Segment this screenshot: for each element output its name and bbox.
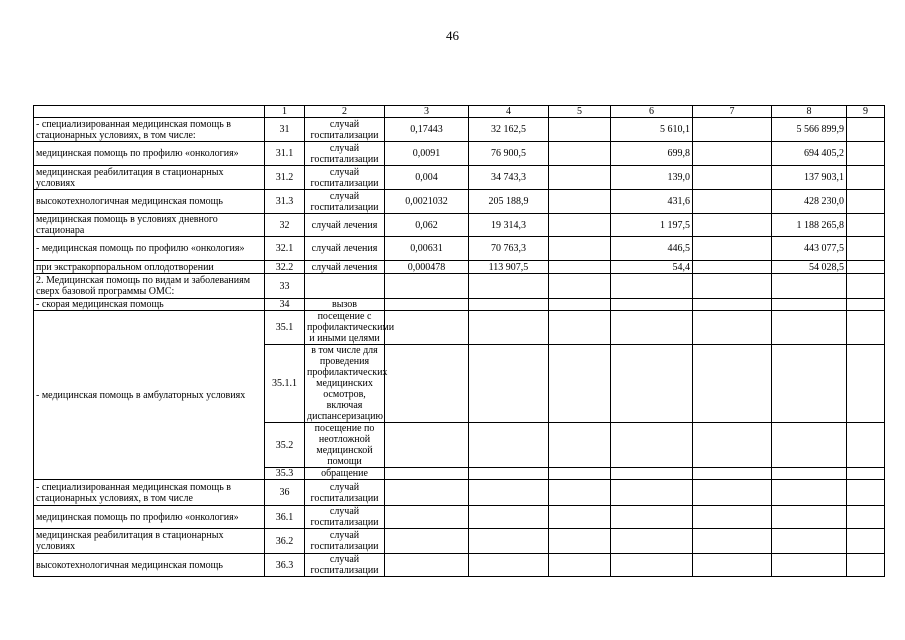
row-name: при экстракорпоральном оплодотворении [34, 261, 265, 274]
cell-c4: 205 188,9 [469, 190, 549, 214]
table-row [34, 299, 885, 311]
row-code: 32.2 [265, 261, 305, 274]
header-cell: 3 [385, 106, 469, 118]
row-unit: в том числе для проведения профилактических медицинских осмотров, включая диспансеризацию [305, 345, 385, 423]
cell-c4 [469, 274, 549, 299]
cell-c4: 113 907,5 [469, 261, 549, 274]
table-row [34, 237, 885, 261]
row-code: 35.1.1 [265, 345, 305, 423]
cell-c7 [693, 190, 772, 214]
cell-c8: 428 230,0 [772, 190, 847, 214]
table-row [34, 261, 885, 274]
row-unit: посещение с профилактическими и иными целями [305, 311, 385, 345]
empty-cell [385, 423, 469, 468]
empty-cell [772, 345, 847, 423]
cell-c9 [847, 299, 885, 311]
column-number-row [34, 106, 885, 118]
cell-c3: 0,004 [385, 166, 469, 190]
empty-cell [693, 423, 772, 468]
empty-cell [469, 468, 549, 480]
cell-c4: 70 763,3 [469, 237, 549, 261]
header-cell: 1 [265, 106, 305, 118]
empty-cell [385, 554, 469, 577]
cell-c8: 5 566 899,9 [772, 118, 847, 142]
table-row [34, 480, 885, 506]
row-unit: случай лечения [305, 261, 385, 274]
cell-c8: 1 188 265,8 [772, 214, 847, 237]
cell-c7 [693, 118, 772, 142]
cell-c6: 139,0 [611, 166, 693, 190]
row-unit: случай госпитализации [305, 506, 385, 529]
row-unit: случай госпитализации [305, 554, 385, 577]
empty-cell [611, 506, 693, 529]
empty-cell [847, 554, 885, 577]
cell-c6 [611, 274, 693, 299]
statistics-table [33, 105, 885, 577]
empty-cell [772, 529, 847, 554]
cell-c6 [611, 299, 693, 311]
empty-cell [847, 468, 885, 480]
row-code: 35.2 [265, 423, 305, 468]
cell-c4: 76 900,5 [469, 142, 549, 166]
cell-c3: 0,0091 [385, 142, 469, 166]
empty-cell [847, 423, 885, 468]
cell-c5 [549, 118, 611, 142]
row-unit: вызов [305, 299, 385, 311]
empty-cell [385, 311, 469, 345]
row-unit: случай госпитализации [305, 118, 385, 142]
empty-cell [549, 480, 611, 506]
cell-c9 [847, 214, 885, 237]
empty-cell [549, 345, 611, 423]
table-row [34, 118, 885, 142]
cell-c3: 0,000478 [385, 261, 469, 274]
cell-c8: 443 077,5 [772, 237, 847, 261]
empty-cell [611, 423, 693, 468]
empty-cell [847, 311, 885, 345]
header-cell: 7 [693, 106, 772, 118]
row-code: 31 [265, 118, 305, 142]
row-code: 36.2 [265, 529, 305, 554]
cell-c5 [549, 142, 611, 166]
cell-c9 [847, 190, 885, 214]
row-unit: случай госпитализации [305, 166, 385, 190]
empty-cell [469, 480, 549, 506]
cell-c9 [847, 166, 885, 190]
cell-c4: 32 162,5 [469, 118, 549, 142]
empty-cell [385, 529, 469, 554]
row-unit: случай госпитализации [305, 480, 385, 506]
cell-c5 [549, 214, 611, 237]
empty-cell [847, 480, 885, 506]
row-unit: случай госпитализации [305, 190, 385, 214]
empty-cell [469, 529, 549, 554]
row-name: - специализированная медицинская помощь в стационарных условиях, в том числе [34, 480, 265, 506]
cell-c9 [847, 274, 885, 299]
empty-cell [772, 506, 847, 529]
empty-cell [611, 468, 693, 480]
cell-c3 [385, 274, 469, 299]
cell-c9 [847, 118, 885, 142]
empty-cell [772, 468, 847, 480]
row-code: 35.3 [265, 468, 305, 480]
cell-c6: 1 197,5 [611, 214, 693, 237]
cell-c7 [693, 237, 772, 261]
cell-c5 [549, 261, 611, 274]
row-name: - медицинская помощь по профилю «онкология» [34, 237, 265, 261]
table-row [34, 506, 885, 529]
cell-c7 [693, 299, 772, 311]
empty-cell [549, 423, 611, 468]
row-unit: посещение по неотложной медицинской помощи [305, 423, 385, 468]
row-unit: случай госпитализации [305, 142, 385, 166]
row-code: 34 [265, 299, 305, 311]
header-cell [34, 106, 265, 118]
empty-cell [611, 480, 693, 506]
row-code: 36.3 [265, 554, 305, 577]
row-unit: обращение [305, 468, 385, 480]
cell-c6: 446,5 [611, 237, 693, 261]
cell-c7 [693, 261, 772, 274]
cell-c5 [549, 274, 611, 299]
cell-c7 [693, 274, 772, 299]
table-row [34, 311, 885, 345]
row-name: высокотехнологичная медицинская помощь [34, 190, 265, 214]
empty-cell [847, 506, 885, 529]
row-unit: случай госпитализации [305, 529, 385, 554]
row-name: - скорая медицинская помощь [34, 299, 265, 311]
empty-cell [772, 480, 847, 506]
row-unit: случай лечения [305, 214, 385, 237]
cell-c3: 0,00631 [385, 237, 469, 261]
empty-cell [385, 345, 469, 423]
empty-cell [549, 468, 611, 480]
row-name: высокотехнологичная медицинская помощь [34, 554, 265, 577]
header-cell: 9 [847, 106, 885, 118]
header-cell: 8 [772, 106, 847, 118]
row-code: 32.1 [265, 237, 305, 261]
empty-cell [693, 529, 772, 554]
empty-cell [772, 554, 847, 577]
empty-cell [693, 480, 772, 506]
row-code: 33 [265, 274, 305, 299]
cell-c6: 431,6 [611, 190, 693, 214]
cell-c9 [847, 142, 885, 166]
cell-c8 [772, 299, 847, 311]
cell-c5 [549, 166, 611, 190]
empty-cell [772, 311, 847, 345]
empty-cell [549, 554, 611, 577]
cell-c3: 0,0021032 [385, 190, 469, 214]
row-code: 36 [265, 480, 305, 506]
empty-cell [693, 554, 772, 577]
table-row [34, 142, 885, 166]
row-unit: случай лечения [305, 237, 385, 261]
empty-cell [611, 554, 693, 577]
cell-c9 [847, 237, 885, 261]
empty-cell [549, 311, 611, 345]
row-name: медицинская реабилитация в стационарных условиях [34, 166, 265, 190]
row-unit [305, 274, 385, 299]
cell-c8: 54 028,5 [772, 261, 847, 274]
row-code: 32 [265, 214, 305, 237]
row-code: 31.1 [265, 142, 305, 166]
cell-c8 [772, 274, 847, 299]
empty-cell [469, 554, 549, 577]
empty-cell [549, 529, 611, 554]
empty-cell [611, 529, 693, 554]
empty-cell [611, 311, 693, 345]
empty-cell [469, 423, 549, 468]
empty-cell [693, 506, 772, 529]
header-cell: 4 [469, 106, 549, 118]
empty-cell [469, 311, 549, 345]
cell-c5 [549, 190, 611, 214]
row-name: - специализированная медицинская помощь в стационарных условиях, в том числе: [34, 118, 265, 142]
header-cell: 5 [549, 106, 611, 118]
empty-cell [385, 506, 469, 529]
cell-c5 [549, 237, 611, 261]
row-code: 31.2 [265, 166, 305, 190]
row-code: 36.1 [265, 506, 305, 529]
empty-cell [693, 311, 772, 345]
row-code: 35.1 [265, 311, 305, 345]
row-name: 2. Медицинская помощь по видам и заболеваниям сверх базовой программы ОМС: [34, 274, 265, 299]
empty-cell [469, 506, 549, 529]
empty-cell [611, 345, 693, 423]
page-number: 46 [446, 28, 459, 43]
cell-c6: 699,8 [611, 142, 693, 166]
empty-cell [847, 345, 885, 423]
empty-cell [772, 423, 847, 468]
row-name: - медицинская помощь в амбулаторных условиях [34, 311, 265, 480]
header-cell: 2 [305, 106, 385, 118]
row-code: 31.3 [265, 190, 305, 214]
cell-c7 [693, 166, 772, 190]
cell-c8: 137 903,1 [772, 166, 847, 190]
empty-cell [847, 529, 885, 554]
cell-c3: 0,062 [385, 214, 469, 237]
cell-c4: 34 743,3 [469, 166, 549, 190]
cell-c8: 694 405,2 [772, 142, 847, 166]
cell-c7 [693, 214, 772, 237]
cell-c6: 5 610,1 [611, 118, 693, 142]
cell-c3: 0,17443 [385, 118, 469, 142]
row-name: медицинская помощь в условиях дневного стационара [34, 214, 265, 237]
table-row [34, 554, 885, 577]
empty-cell [693, 345, 772, 423]
empty-cell [385, 468, 469, 480]
table-row [34, 274, 885, 299]
empty-cell [549, 506, 611, 529]
cell-c6: 54,4 [611, 261, 693, 274]
table-row [34, 166, 885, 190]
cell-c4: 19 314,3 [469, 214, 549, 237]
cell-c3 [385, 299, 469, 311]
empty-cell [469, 345, 549, 423]
cell-c4 [469, 299, 549, 311]
row-name: медицинская реабилитация в стационарных условиях [34, 529, 265, 554]
cell-c5 [549, 299, 611, 311]
table-row [34, 529, 885, 554]
cell-c7 [693, 142, 772, 166]
row-name: медицинская помощь по профилю «онкология» [34, 506, 265, 529]
header-cell: 6 [611, 106, 693, 118]
cell-c9 [847, 261, 885, 274]
row-name: медицинская помощь по профилю «онкология» [34, 142, 265, 166]
empty-cell [693, 468, 772, 480]
table-row [34, 214, 885, 237]
table-row [34, 190, 885, 214]
empty-cell [385, 480, 469, 506]
